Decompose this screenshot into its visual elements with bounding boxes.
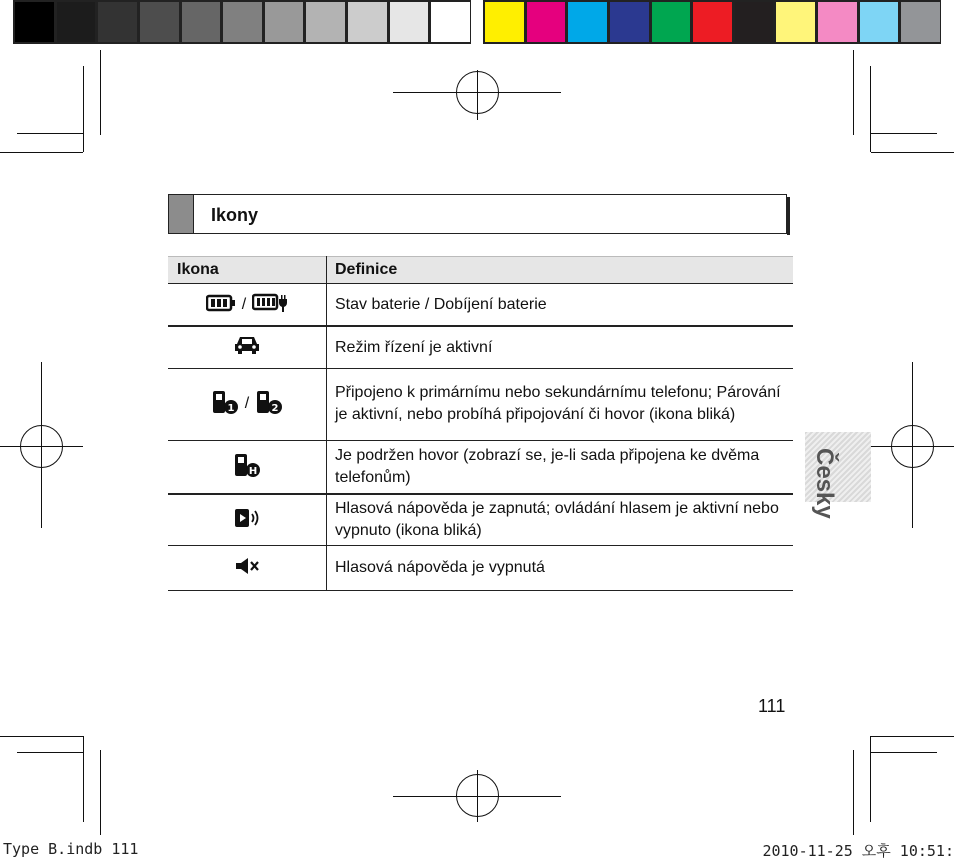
color-swatch bbox=[485, 2, 524, 42]
crop-mark bbox=[17, 133, 83, 134]
crop-mark bbox=[870, 736, 871, 822]
phone-hold-icon bbox=[233, 452, 261, 483]
crop-mark bbox=[100, 50, 101, 135]
crop-mark bbox=[83, 736, 84, 822]
color-swatch bbox=[182, 2, 221, 42]
table-header-row bbox=[168, 256, 793, 284]
column-header-icon: Ikona bbox=[177, 261, 219, 278]
section-title: Ikony bbox=[211, 205, 259, 225]
column-header-definition: Definice bbox=[335, 261, 398, 278]
crop-mark bbox=[871, 736, 954, 737]
color-swatch bbox=[652, 2, 691, 42]
color-swatch bbox=[390, 2, 429, 42]
color-swatch bbox=[735, 2, 774, 42]
definition-text: Režim řízení je aktivní bbox=[335, 338, 493, 356]
crop-mark bbox=[17, 752, 83, 753]
color-swatch bbox=[818, 2, 857, 42]
svg-text:1: 1 bbox=[227, 402, 235, 414]
battery-icon bbox=[206, 294, 236, 317]
definition-text: Hlasová nápověda je zapnutá; ovládání hlasem je aktivní nebo vypnuto (ikona bliká) bbox=[335, 500, 779, 539]
definition-text: Stav baterie / Dobíjení baterie bbox=[335, 296, 547, 313]
battery-charging-icon bbox=[252, 293, 288, 318]
table-row bbox=[168, 495, 793, 545]
color-swatch bbox=[860, 2, 899, 42]
svg-text:2: 2 bbox=[271, 402, 279, 414]
mute-icon bbox=[234, 556, 260, 581]
color-swatch bbox=[776, 2, 815, 42]
process-color-bar bbox=[483, 0, 941, 44]
table-row bbox=[168, 327, 793, 368]
color-swatch bbox=[527, 2, 566, 42]
phone-2-icon bbox=[255, 389, 283, 420]
color-swatch bbox=[306, 2, 345, 42]
table-row bbox=[168, 285, 793, 325]
column-divider bbox=[326, 256, 327, 591]
page-number: 111 bbox=[758, 696, 786, 716]
icon-separator: / bbox=[244, 395, 250, 412]
section-header-tab bbox=[169, 195, 193, 233]
crop-mark bbox=[0, 152, 83, 153]
crop-mark bbox=[871, 152, 954, 153]
table-row bbox=[168, 369, 793, 439]
crop-mark bbox=[853, 50, 854, 135]
color-swatch bbox=[140, 2, 179, 42]
color-swatch bbox=[901, 2, 940, 42]
car-icon bbox=[234, 335, 260, 360]
crop-mark bbox=[100, 750, 101, 835]
color-swatch bbox=[610, 2, 649, 42]
definition-text: Hlasová nápověda je vypnutá bbox=[335, 559, 545, 576]
crop-mark bbox=[0, 736, 83, 737]
icon-separator: / bbox=[241, 296, 247, 313]
footer-timestamp: 2010-11-25 오후 10:51: bbox=[762, 842, 954, 860]
section-header bbox=[168, 194, 787, 234]
color-swatch bbox=[223, 2, 262, 42]
definition-text: Připojeno k primárnímu nebo sekundárnímu telefonu; Párování je aktivní, nebo probíhá připojování či hovor (ikona bliká) bbox=[335, 384, 781, 423]
table-row bbox=[168, 441, 793, 493]
table-row bbox=[168, 546, 793, 590]
color-swatch bbox=[265, 2, 304, 42]
crop-mark bbox=[871, 752, 937, 753]
voice-prompt-icon bbox=[233, 507, 261, 534]
definition-text: Je podržen hovor (zobrazí se, je-li sada připojena ke dvěma telefonům) bbox=[335, 447, 760, 486]
footer-file-info: Type B.indb 111 bbox=[3, 840, 139, 858]
language-label: Česky bbox=[811, 448, 838, 519]
svg-text:H: H bbox=[248, 465, 258, 477]
color-swatch bbox=[15, 2, 54, 42]
color-swatch bbox=[348, 2, 387, 42]
color-swatch bbox=[431, 2, 470, 42]
crop-mark bbox=[83, 66, 84, 152]
color-swatch bbox=[98, 2, 137, 42]
grayscale-color-bar bbox=[13, 0, 471, 44]
crop-mark bbox=[853, 750, 854, 835]
color-swatch bbox=[693, 2, 732, 42]
crop-mark bbox=[871, 133, 937, 134]
language-side-tab bbox=[805, 432, 871, 519]
color-swatch bbox=[568, 2, 607, 42]
crop-mark bbox=[870, 66, 871, 152]
color-swatch bbox=[57, 2, 96, 42]
phone-1-icon bbox=[211, 389, 239, 420]
